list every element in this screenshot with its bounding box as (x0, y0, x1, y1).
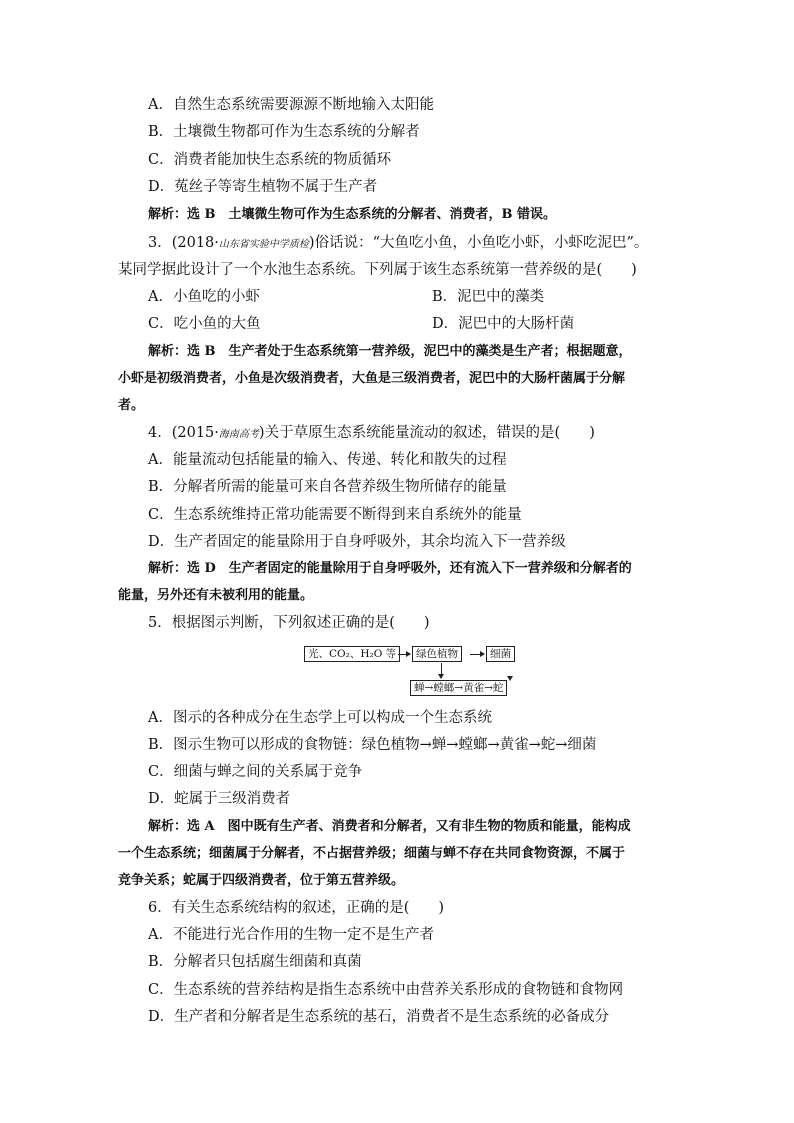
q4-option-a: A．能量流动包括能量的输入、传递、转化和散失的过程 (148, 452, 507, 468)
q5-option-a: A．图示的各种成分在生态学上可以构成一个生态系统 (148, 710, 492, 726)
q6-option-c: C．生态系统的营养结构是指生态系统中由营养关系形成的食物链和食物网 (148, 982, 624, 998)
q6-option-d: D．生产者和分解者是生态系统的基石，消费者不是生态系统的必备成分 (148, 1009, 610, 1025)
q2-option-d: D．菟丝子等寄生植物不属于生产者 (148, 179, 378, 195)
arrow-plant-to-bacteria (470, 654, 484, 655)
arrow-input-to-plant (398, 654, 410, 655)
q3-option-d: D．泥巴中的大肠杆菌 (432, 316, 575, 332)
q4-option-d: D．生产者固定的能量除用于自身呼吸外，其余均流入下一营养级 (148, 534, 566, 550)
q4-option-b: B．分解者所需的能量可来自各营养级生物所储存的能量 (148, 479, 507, 495)
diagram-plant-box: 绿色植物 (412, 646, 462, 662)
q4-option-c: C．生态系统维持正常功能需要不断得到来自系统外的能量 (148, 507, 522, 523)
food-chain-diagram (304, 646, 532, 698)
q3-explanation-line2: 小虾是初级消费者，小鱼是次级消费者，大鱼是三级消费者，泥巴中的大肠杆菌属于分解 (118, 371, 626, 386)
q5-explanation-line2: 一个生态系统；细菌属于分解者，不占据营养级；细菌与蝉不存在共同食物资源，不属于 (118, 846, 626, 861)
q3-source: 山东省实验中学质检 (218, 239, 309, 250)
q5-explanation-line3: 竞争关系；蛇属于四级消费者，位于第五营养级。 (118, 873, 405, 888)
q3-number: 3．(2018· (148, 235, 219, 251)
q5-option-d: D．蛇属于三级消费者 (148, 791, 291, 807)
q4-stem-text: )关于草原生态系统能量流动的叙述，错误的是( ) (258, 425, 595, 441)
q2-explanation: 解析：选 B 土壤微生物可作为生态系统的分解者、消费者，B 错误。 (148, 207, 557, 222)
q2-option-c: C．消费者能加快生态系统的物质循环 (148, 152, 392, 168)
q5-explanation-line1: 解析：选 A 图中既有生产者、消费者和分解者，又有非生物的物质和能量，能构成 (148, 819, 631, 834)
q4-explanation-line2: 能量，另外还有未被利用的能量。 (118, 588, 314, 603)
q2-option-a: A．自然生态系统需要源源不断地输入太阳能 (148, 97, 434, 113)
diagram-bacteria-box: 细菌 (486, 646, 515, 662)
q3-stem-line1 (148, 234, 648, 254)
q3-explanation-line1: 解析：选 B 生产者处于生态系统第一营养级，泥巴中的藻类是生产者；根据题意， (148, 344, 632, 359)
q2-option-b: B．土壤微生物都可作为生态系统的分解者 (148, 124, 420, 140)
q5-stem: 5．根据图示判断，下列叙述正确的是( ) (148, 615, 430, 631)
q5-option-c: C．细菌与蝉之间的关系属于竞争 (148, 764, 363, 780)
q6-option-a: A．不能进行光合作用的生物一定不是生产者 (148, 927, 434, 943)
q5-option-b: B．图示生物可以形成的食物链：绿色植物→蝉→螳螂→黄雀→蛇→细菌 (148, 737, 597, 753)
q4-explanation-line1: 解析：选 D 生产者固定的能量除用于自身呼吸外，还有流入下一营养级和分解者的 (148, 561, 632, 576)
q3-explanation-line3: 者。 (118, 398, 145, 413)
q6-option-b: B．分解者只包括腐生细菌和真菌 (148, 954, 362, 970)
q3-stem-text: )俗话说：“大鱼吃小鱼，小鱼吃小虾，小虾吃泥巴”。 (308, 235, 649, 251)
q6-stem: 6．有关生态系统结构的叙述，正确的是( ) (148, 900, 445, 916)
arrow-plant-to-cicada (441, 663, 442, 678)
q3-option-a: A．小鱼吃的小虾 (148, 289, 260, 305)
q3-option-c: C．吃小鱼的大鱼 (148, 316, 261, 332)
q4-source: 海南高考 (218, 429, 259, 440)
q3-option-b: B．泥巴中的藻类 (432, 289, 545, 305)
q4-number: 4．(2015· (148, 425, 219, 441)
diagram-chain-box: 蝉→螳螂→黄雀→蛇 (410, 680, 507, 696)
q3-stem-line2: 某同学据此设计了一个水池生态系统。下列属于该生态系统第一营养级的是( ) (118, 262, 637, 278)
diagram-input-box: 光、CO₂、H₂O 等 (304, 646, 400, 662)
q4-stem (148, 424, 595, 444)
